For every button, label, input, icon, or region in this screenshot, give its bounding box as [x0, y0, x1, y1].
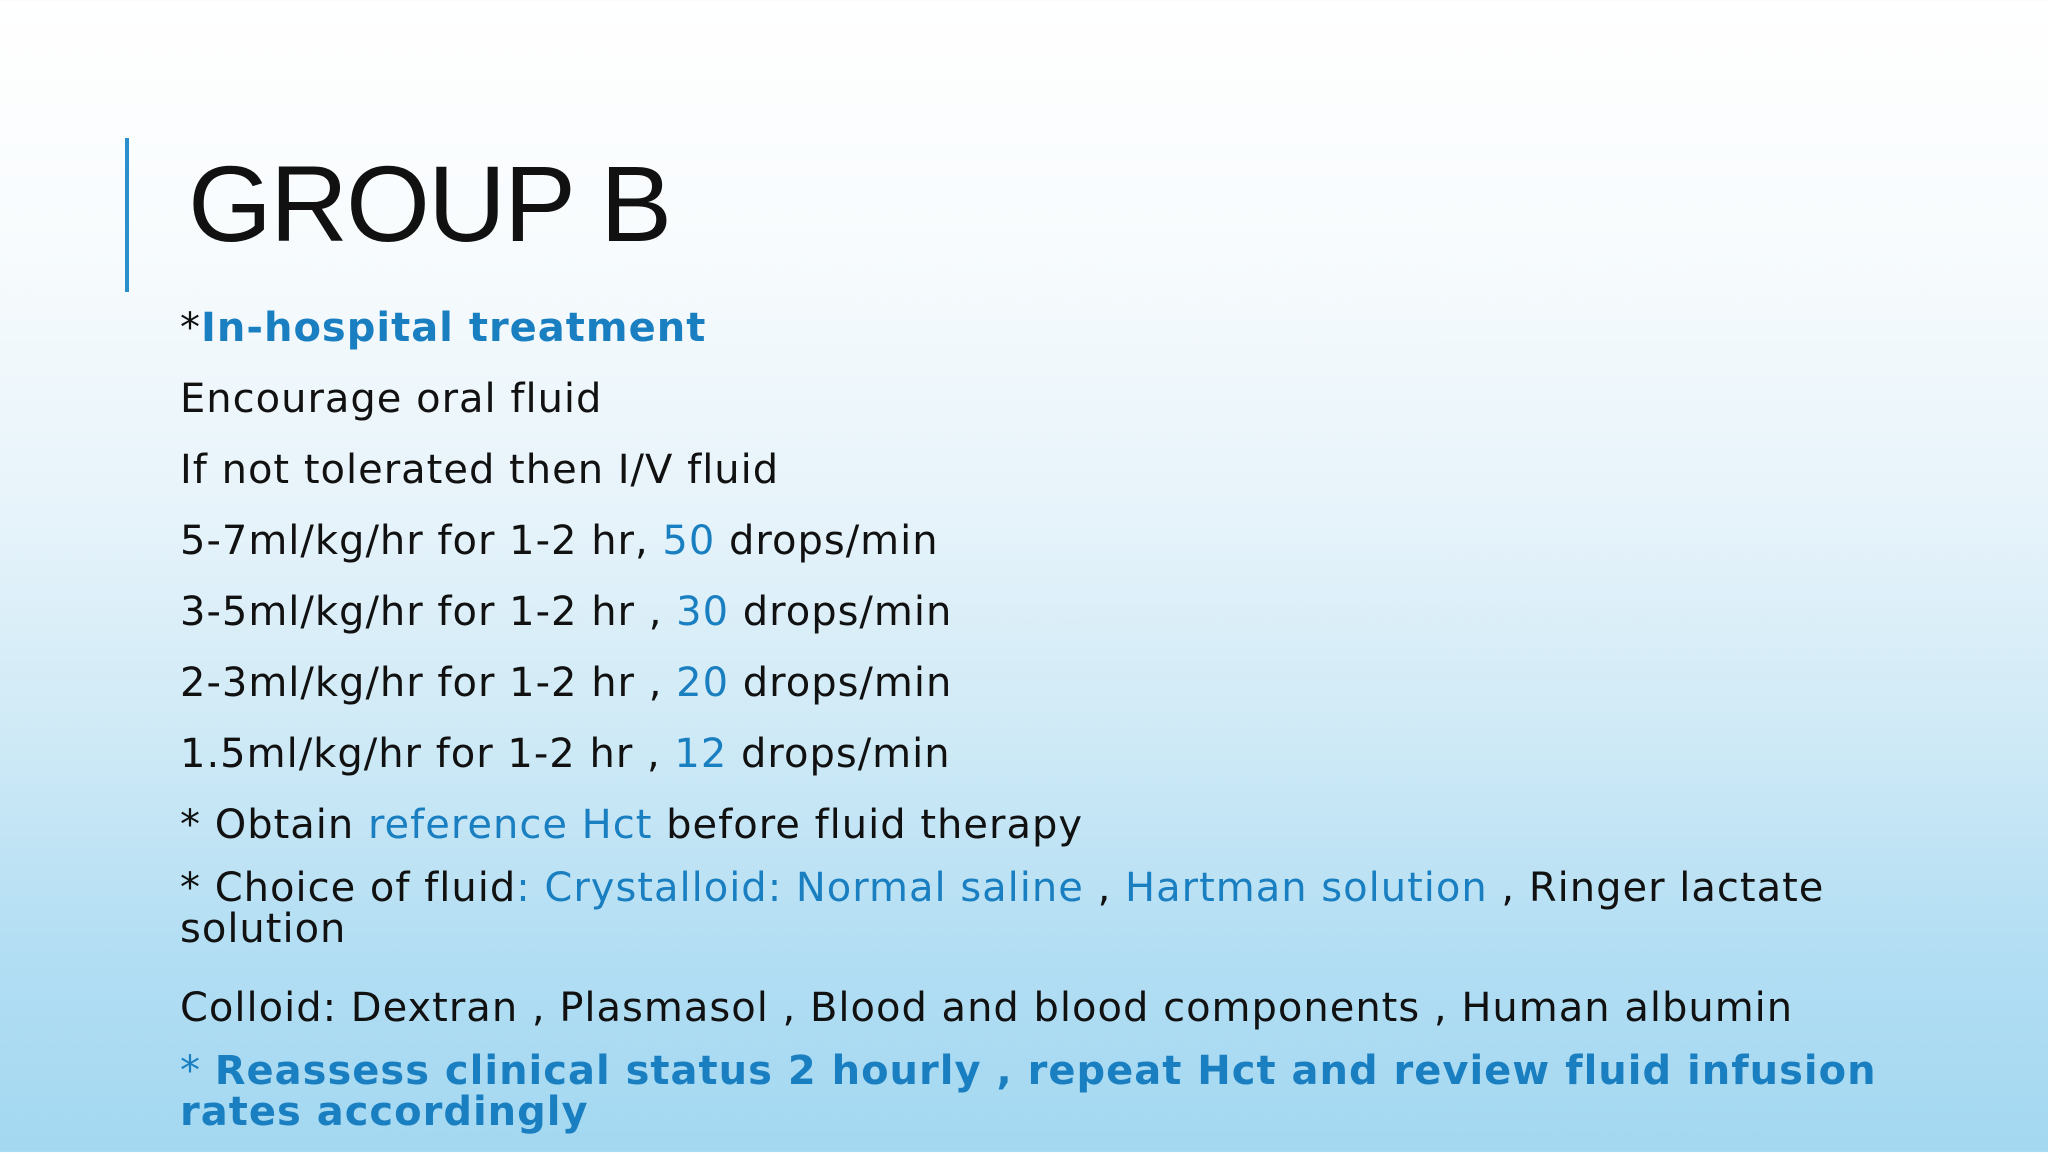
highlighted-text: * — [180, 1048, 215, 1094]
bullet-line — [180, 300, 1880, 371]
highlighted-text: 20 — [676, 660, 730, 706]
highlighted-text: 12 — [674, 731, 728, 777]
line-text: * Obtain — [180, 802, 368, 848]
line-text: before fluid therapy — [652, 802, 1084, 848]
bullet-line — [180, 513, 1880, 584]
highlighted-text: 30 — [676, 589, 730, 635]
bullet-line — [180, 865, 1880, 980]
line-text: 1.5ml/kg/hr for 1-2 hr , — [180, 731, 675, 777]
line-text: drops/min — [727, 731, 951, 777]
highlighted-text: In-hospital treatment — [201, 305, 707, 351]
line-text: If not tolerated then I/V fluid — [180, 447, 780, 493]
highlighted-text: : Crystalloid: Normal saline — [516, 865, 1084, 911]
line-text: drops/min — [729, 589, 953, 635]
line-text: * Choice of fluid — [180, 865, 517, 911]
highlighted-text: 50 — [662, 518, 716, 564]
line-text: 5-7ml/kg/hr for 1-2 hr, — [180, 518, 663, 564]
slide-body — [180, 300, 1880, 1163]
bullet-line — [180, 584, 1880, 655]
line-text: drops/min — [729, 660, 953, 706]
line-text: 2-3ml/kg/hr for 1-2 hr , — [180, 660, 677, 706]
bullet-line — [180, 726, 1880, 797]
bullet-line — [180, 442, 1880, 513]
highlighted-text: reference Hct — [367, 802, 653, 848]
slide-title: GROUP B — [188, 143, 671, 264]
line-text: 3-5ml/kg/hr for 1-2 hr , — [180, 589, 677, 635]
line-text: , — [1083, 865, 1126, 911]
highlighted-text: Hartman solution — [1125, 865, 1488, 911]
bullet-line — [180, 655, 1880, 726]
bullet-line — [180, 980, 1880, 1051]
bullet-line — [180, 371, 1880, 442]
bullet-line — [180, 1048, 1880, 1163]
line-text: Encourage oral fluid — [180, 376, 603, 422]
line-text: drops/min — [715, 518, 939, 564]
line-text: , Ringer lactate solution — [180, 865, 1825, 952]
title-accent-bar — [125, 138, 129, 292]
highlighted-text: Reassess clinical status 2 hourly , repeat Hct and review fluid infusion rates accordingly — [180, 1048, 1877, 1135]
line-text: Colloid: Dextran , Plasmasol , Blood and blood components , Human albumin — [180, 985, 1794, 1031]
bullet-line — [180, 797, 1880, 868]
line-text: * — [180, 305, 201, 351]
